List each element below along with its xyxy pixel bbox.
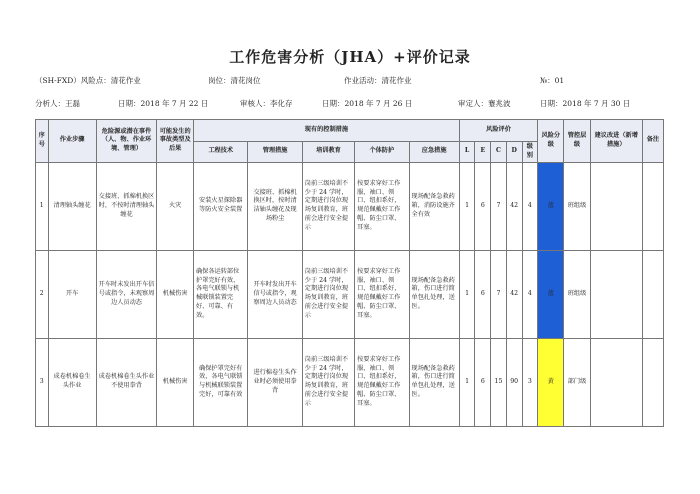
- cell-mgmt: 交接班、抓棉机换区时，按时清洁轴头缠花及现场粉尘: [248, 162, 302, 250]
- reviewer: 审核人：李化存: [240, 99, 293, 108]
- cell-mgmt: 开车时发出开车信号或指令，观察周边人员动态: [248, 250, 302, 338]
- cell-consequence: 机械伤害: [157, 338, 194, 426]
- table-row: [36, 250, 664, 338]
- cell-emergency: 现场配备急救药箱，伤口进行简单包扎处理，送医。: [409, 250, 459, 338]
- cell-eng: 确保护罩完好有效，各电气联锁与机械联锁装置完好，可靠有效: [193, 338, 247, 426]
- header-eng: 工程技术: [193, 142, 247, 163]
- cell-control-level: 班组级: [564, 250, 590, 338]
- cell-training: 岗前三级培训不少于 24 学时，定期进行岗位现场复训教育，班前会进行安全提示: [302, 162, 354, 250]
- cell-L: 1: [459, 338, 475, 426]
- cell-improve: [590, 162, 642, 250]
- cell-control-level: 班组级: [564, 162, 590, 250]
- cell-L: 1: [459, 250, 475, 338]
- cell-control-level: 部门级: [564, 338, 590, 426]
- cell-E: 6: [475, 338, 491, 426]
- header-control-level: 管控层级: [564, 120, 590, 163]
- cell-C: 15: [491, 338, 507, 426]
- page-title: 工作危害分析（JHA）+评价记录: [229, 48, 471, 66]
- cell-risk-level: 蓝: [538, 162, 564, 250]
- header-remark: 备注: [642, 120, 663, 163]
- approver: 审定人：蹇兆波: [458, 99, 511, 108]
- record-number: №：01: [540, 76, 565, 85]
- cell-C: 7: [491, 250, 507, 338]
- header-seq: 序号: [36, 120, 49, 163]
- cell-ppe: 按要求穿好工作服，袖口、领口、纽扣系好，规范佩戴好工作帽、防尘口罩、耳塞。: [355, 338, 409, 426]
- header-improve: 建议改进（新增措施）: [590, 120, 642, 163]
- header-mgmt: 管理措施: [248, 142, 302, 163]
- cell-risk-level: 蓝: [538, 250, 564, 338]
- approver-date: 日期：2018 年 7 月 30 日: [540, 99, 631, 108]
- header-grade: 级别: [522, 142, 538, 163]
- header-E: E: [475, 142, 491, 163]
- cell-consequence: 机械伤害: [157, 250, 194, 338]
- table-row: [36, 338, 664, 426]
- analyst: 分析人：王磊: [35, 99, 80, 108]
- cell-remark: [642, 250, 663, 338]
- cell-remark: [642, 338, 663, 426]
- cell-seq: 3: [36, 338, 49, 426]
- activity: 作业活动：清花作业: [344, 76, 412, 85]
- post: 岗位：清花岗位: [208, 76, 261, 85]
- cell-L: 1: [459, 162, 475, 250]
- header-controls: 现有的控制措施: [193, 120, 459, 142]
- header-hazard: 危险源或潜在事件（人、物、作业环境、管理）: [96, 120, 157, 163]
- cell-C: 7: [491, 162, 507, 250]
- cell-hazard: 交接班、抓棉机换区时，不按时清理轴头缠花: [96, 162, 157, 250]
- header-ppe: 个体防护: [355, 142, 409, 163]
- header-L: L: [459, 142, 475, 163]
- jha-table: [35, 119, 664, 427]
- cell-improve: [590, 338, 642, 426]
- risk-point: （SH-FXD）风险点：清花作业: [35, 76, 141, 85]
- cell-emergency: 现场配备急救药箱，消防设施齐全有效: [409, 162, 459, 250]
- cell-step: 开车: [48, 250, 96, 338]
- cell-E: 6: [475, 250, 491, 338]
- cell-D: 90: [506, 338, 522, 426]
- cell-hazard: 成卷机棉卷生头作业不使用拳背: [96, 338, 157, 426]
- cell-D: 42: [506, 250, 522, 338]
- cell-eng: 确保各运转部位护罩完好有效，各电气联锁与机械联锁装置完好、可靠、有效。: [193, 250, 247, 338]
- table-row: [36, 162, 664, 250]
- cell-E: 6: [475, 162, 491, 250]
- analyst-date: 日期：2018 年 7 月 22 日: [118, 99, 209, 108]
- cell-eng: 安装火星探除器等防火安全装置: [193, 162, 247, 250]
- cell-grade: 3: [522, 338, 538, 426]
- cell-grade: 4: [522, 162, 538, 250]
- cell-risk-level: 黄: [538, 338, 564, 426]
- cell-ppe: 按要求穿好工作服，袖口、领口、纽扣系好，规范佩戴好工作帽、防尘口罩、耳塞。: [355, 250, 409, 338]
- header-training: 培训教育: [302, 142, 354, 163]
- cell-grade: 4: [522, 250, 538, 338]
- header-risk-eval: 风险评价: [459, 120, 538, 142]
- cell-seq: 2: [36, 250, 49, 338]
- cell-training: 岗前三级培训不少于 24 学时，定期进行岗位现场复训教育，班前会进行安全提示: [302, 338, 354, 426]
- header-consequence: 可能发生的事故类型及后果: [157, 120, 194, 163]
- cell-consequence: 火灾: [157, 162, 194, 250]
- cell-emergency: 现场配备急救药箱，伤口进行简单包扎处理，送医。: [409, 338, 459, 426]
- cell-mgmt: 进行棉卷生头作业时必须使用拳背: [248, 338, 302, 426]
- header-C: C: [491, 142, 507, 163]
- cell-ppe: 按要求穿好工作服，袖口、领口、纽扣系好，规范佩戴好工作帽、防尘口罩、耳塞。: [355, 162, 409, 250]
- cell-remark: [642, 162, 663, 250]
- cell-training: 岗前三级培训不少于 24 学时，定期进行岗位现场复训教育，班前会进行安全提示: [302, 250, 354, 338]
- header-risk-level: 风险分级: [538, 120, 564, 163]
- cell-hazard: 开车时未发出开车信号或指令，未观察周边人员动态: [96, 250, 157, 338]
- cell-step: 成卷机棉卷生头作业: [48, 338, 96, 426]
- header-D: D: [506, 142, 522, 163]
- reviewer-date: 日期：2018 年 7 月 26 日: [322, 99, 413, 108]
- cell-seq: 1: [36, 162, 49, 250]
- cell-D: 42: [506, 162, 522, 250]
- header-step: 作业步骤: [48, 120, 96, 163]
- cell-step: 清理轴头缠花: [48, 162, 96, 250]
- header-emergency: 应急措施: [409, 142, 459, 163]
- cell-improve: [590, 250, 642, 338]
